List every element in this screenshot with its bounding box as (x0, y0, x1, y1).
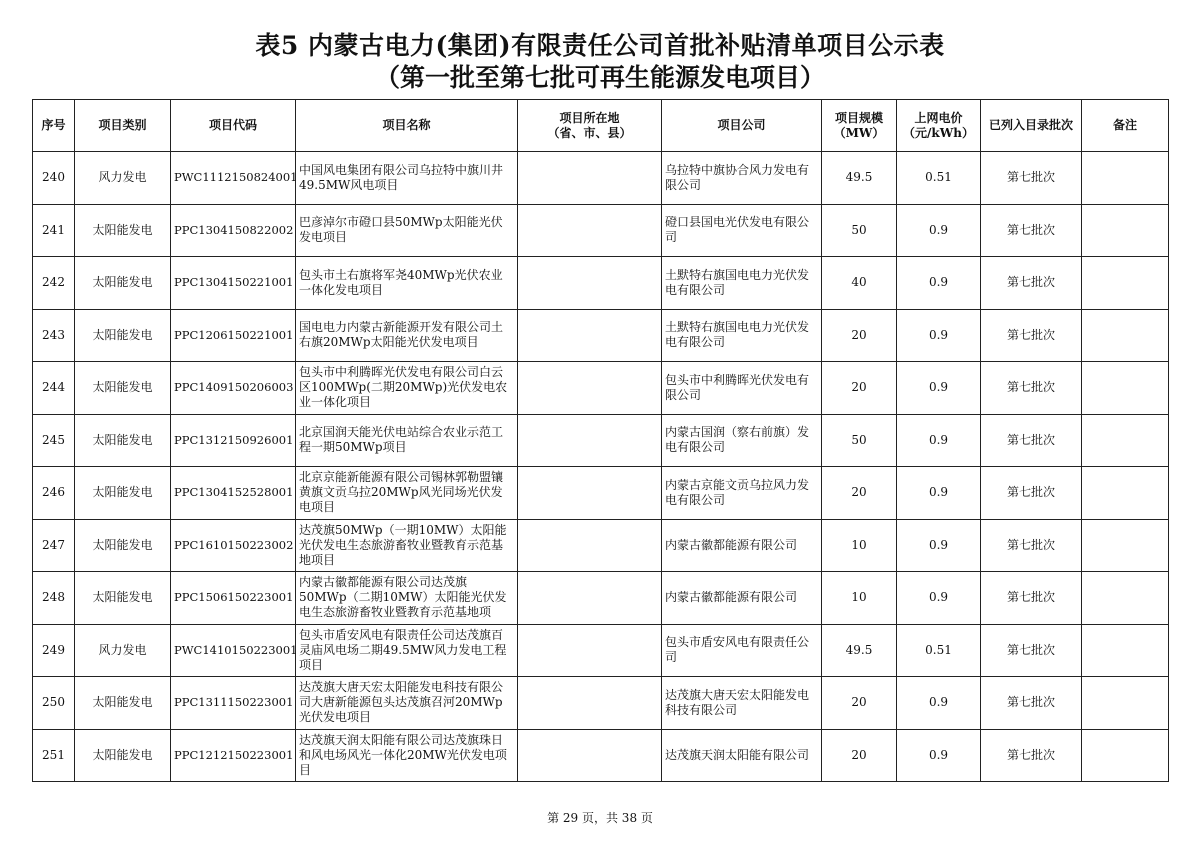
cell-scale: 20 (822, 729, 897, 782)
cell-scale: 50 (822, 204, 897, 257)
cell-category: 风力发电 (75, 152, 171, 205)
table-row (33, 257, 1169, 310)
cell-batch: 第七批次 (981, 414, 1082, 467)
cell-remark (1082, 624, 1169, 677)
cell-company: 达茂旗天润太阳能有限公司 (662, 729, 822, 782)
cell-code: PPC1312150926001 (171, 414, 296, 467)
header-location: 项目所在地 （省、市、县） (518, 100, 662, 152)
cell-price: 0.9 (897, 204, 981, 257)
cell-seq: 241 (33, 204, 75, 257)
cell-seq: 247 (33, 519, 75, 572)
cell-project-name: 国电电力内蒙古新能源开发有限公司土右旗20MWp太阳能光伏发电项目 (296, 309, 518, 362)
cell-seq: 245 (33, 414, 75, 467)
cell-remark (1082, 362, 1169, 415)
cell-category: 太阳能发电 (75, 729, 171, 782)
cell-code: PPC1311150223001 (171, 677, 296, 730)
cell-batch: 第七批次 (981, 309, 1082, 362)
cell-location (518, 572, 662, 625)
cell-project-name: 包头市土右旗将军尧40MWp光伏农业一体化发电项目 (296, 257, 518, 310)
cell-price: 0.9 (897, 467, 981, 520)
header-row (33, 100, 1169, 152)
cell-scale: 49.5 (822, 152, 897, 205)
cell-company: 内蒙古徽都能源有限公司 (662, 519, 822, 572)
cell-category: 风力发电 (75, 624, 171, 677)
cell-remark (1082, 309, 1169, 362)
cell-category: 太阳能发电 (75, 467, 171, 520)
cell-price: 0.9 (897, 677, 981, 730)
cell-location (518, 204, 662, 257)
cell-scale: 20 (822, 309, 897, 362)
header-name: 项目名称 (296, 100, 518, 152)
cell-category: 太阳能发电 (75, 677, 171, 730)
cell-scale: 50 (822, 414, 897, 467)
cell-code: PPC1304152528001 (171, 467, 296, 520)
cell-batch: 第七批次 (981, 467, 1082, 520)
cell-location (518, 624, 662, 677)
cell-seq: 242 (33, 257, 75, 310)
cell-project-name: 北京京能新能源有限公司锡林郭勒盟镶黄旗文贡乌拉20MWp风光同场光伏发电项目 (296, 467, 518, 520)
cell-seq: 251 (33, 729, 75, 782)
table-body (33, 152, 1169, 782)
cell-seq: 249 (33, 624, 75, 677)
subsidy-list-table (32, 99, 1169, 782)
title-block (0, 30, 1200, 94)
cell-location (518, 309, 662, 362)
page-title: 表5 内蒙古电力(集团)有限责任公司首批补贴清单项目公示表 (255, 31, 945, 60)
cell-price: 0.51 (897, 152, 981, 205)
cell-code: PPC1212150223001 (171, 729, 296, 782)
cell-scale: 20 (822, 467, 897, 520)
cell-seq: 246 (33, 467, 75, 520)
cell-project-name: 北京国润天能光伏电站综合农业示范工程一期50MWp项目 (296, 414, 518, 467)
table-row (33, 624, 1169, 677)
cell-category: 太阳能发电 (75, 572, 171, 625)
cell-remark (1082, 414, 1169, 467)
cell-price: 0.9 (897, 309, 981, 362)
cell-seq: 250 (33, 677, 75, 730)
cell-remark (1082, 152, 1169, 205)
cell-price: 0.9 (897, 519, 981, 572)
cell-scale: 40 (822, 257, 897, 310)
cell-remark (1082, 204, 1169, 257)
table-row (33, 729, 1169, 782)
header-remark: 备注 (1082, 100, 1169, 152)
cell-price: 0.9 (897, 572, 981, 625)
cell-scale: 20 (822, 677, 897, 730)
header-seq: 序号 (33, 100, 75, 152)
cell-price: 0.9 (897, 362, 981, 415)
cell-price: 0.9 (897, 257, 981, 310)
cell-category: 太阳能发电 (75, 362, 171, 415)
cell-code: PPC1206150221001 (171, 309, 296, 362)
cell-company: 包头市中利腾晖光伏发电有限公司 (662, 362, 822, 415)
cell-category: 太阳能发电 (75, 519, 171, 572)
cell-code: PPC1506150223001 (171, 572, 296, 625)
cell-company: 土默特右旗国电电力光伏发电有限公司 (662, 257, 822, 310)
cell-remark (1082, 519, 1169, 572)
header-price: 上网电价 （元/kWh） (897, 100, 981, 152)
cell-batch: 第七批次 (981, 624, 1082, 677)
table-row (33, 362, 1169, 415)
header-code: 项目代码 (171, 100, 296, 152)
cell-company: 达茂旗大唐天宏太阳能发电科技有限公司 (662, 677, 822, 730)
cell-batch: 第七批次 (981, 519, 1082, 572)
cell-project-name: 达茂旗天润太阳能有限公司达茂旗珠日和风电场风光一体化20MW光伏发电项目 (296, 729, 518, 782)
table-row (33, 152, 1169, 205)
cell-project-name: 包头市中利腾晖光伏发电有限公司白云区100MWp(二期20MWp)光伏发电农业一体化项目 (296, 362, 518, 415)
cell-code: PWC1410150223001 (171, 624, 296, 677)
cell-seq: 244 (33, 362, 75, 415)
table-row (33, 204, 1169, 257)
cell-company: 内蒙古徽都能源有限公司 (662, 572, 822, 625)
cell-code: PWC1112150824001 (171, 152, 296, 205)
cell-location (518, 519, 662, 572)
cell-batch: 第七批次 (981, 152, 1082, 205)
cell-seq: 240 (33, 152, 75, 205)
cell-seq: 248 (33, 572, 75, 625)
cell-remark (1082, 257, 1169, 310)
cell-code: PPC1409150206003 (171, 362, 296, 415)
page-subtitle: （第一批至第七批可再生能源发电项目） (374, 63, 825, 92)
cell-code: PPC1304150221001 (171, 257, 296, 310)
header-company: 项目公司 (662, 100, 822, 152)
cell-project-name: 达茂旗大唐天宏太阳能发电科技有限公司大唐新能源包头达茂旗召河20MWp光伏发电项目 (296, 677, 518, 730)
table-row (33, 572, 1169, 625)
cell-remark (1082, 467, 1169, 520)
cell-remark (1082, 677, 1169, 730)
cell-batch: 第七批次 (981, 257, 1082, 310)
cell-location (518, 677, 662, 730)
table-row (33, 414, 1169, 467)
cell-category: 太阳能发电 (75, 414, 171, 467)
cell-batch: 第七批次 (981, 204, 1082, 257)
cell-batch: 第七批次 (981, 677, 1082, 730)
cell-scale: 10 (822, 519, 897, 572)
cell-scale: 20 (822, 362, 897, 415)
header-scale: 项目规模 （MW） (822, 100, 897, 152)
cell-project-name: 达茂旗50MWp（一期10MW）太阳能光伏发电生态旅游畜牧业暨教育示范基地项目 (296, 519, 518, 572)
cell-location (518, 362, 662, 415)
cell-project-name: 中国风电集团有限公司乌拉特中旗川井49.5MW风电项目 (296, 152, 518, 205)
cell-location (518, 729, 662, 782)
cell-location (518, 152, 662, 205)
cell-project-name: 包头市盾安风电有限责任公司达茂旗百灵庙风电场二期49.5MW风力发电工程项目 (296, 624, 518, 677)
table-row (33, 519, 1169, 572)
cell-code: PPC1304150822002 (171, 204, 296, 257)
cell-scale: 10 (822, 572, 897, 625)
cell-location (518, 414, 662, 467)
cell-batch: 第七批次 (981, 572, 1082, 625)
table-row (33, 309, 1169, 362)
cell-company: 包头市盾安风电有限责任公司 (662, 624, 822, 677)
cell-project-name: 巴彦淖尔市磴口县50MWp太阳能光伏发电项目 (296, 204, 518, 257)
header-category: 项目类别 (75, 100, 171, 152)
cell-company: 内蒙古京能文贡乌拉风力发电有限公司 (662, 467, 822, 520)
cell-remark (1082, 729, 1169, 782)
cell-company: 乌拉特中旗协合风力发电有限公司 (662, 152, 822, 205)
page-footer: 第 29 页，共 38 页 (547, 811, 653, 825)
cell-code: PPC1610150223002 (171, 519, 296, 572)
cell-location (518, 257, 662, 310)
cell-price: 0.51 (897, 624, 981, 677)
cell-company: 磴口县国电光伏发电有限公司 (662, 204, 822, 257)
table-row (33, 467, 1169, 520)
cell-seq: 243 (33, 309, 75, 362)
cell-price: 0.9 (897, 729, 981, 782)
cell-remark (1082, 572, 1169, 625)
cell-company: 土默特右旗国电电力光伏发电有限公司 (662, 309, 822, 362)
cell-category: 太阳能发电 (75, 309, 171, 362)
table-row (33, 677, 1169, 730)
cell-price: 0.9 (897, 414, 981, 467)
cell-company: 内蒙古国润（察右前旗）发电有限公司 (662, 414, 822, 467)
cell-batch: 第七批次 (981, 362, 1082, 415)
cell-scale: 49.5 (822, 624, 897, 677)
header-batch: 已列入目录批次 (981, 100, 1082, 152)
cell-project-name: 内蒙古徽都能源有限公司达茂旗50MWp（二期10MW）太阳能光伏发电生态旅游畜牧业暨教育示范基地项 (296, 572, 518, 625)
cell-batch: 第七批次 (981, 729, 1082, 782)
cell-category: 太阳能发电 (75, 257, 171, 310)
cell-location (518, 467, 662, 520)
cell-category: 太阳能发电 (75, 204, 171, 257)
